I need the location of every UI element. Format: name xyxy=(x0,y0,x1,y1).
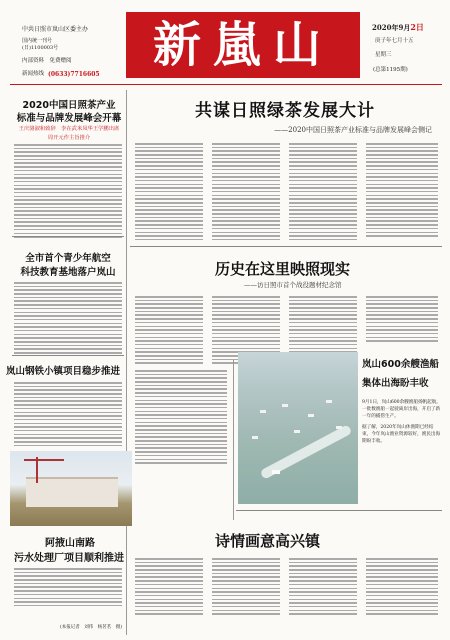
tea-forum-body xyxy=(14,144,122,240)
aviation-title-1: 全市首个青少年航空 xyxy=(25,253,111,264)
poetry-body-col3 xyxy=(289,558,357,617)
free-distribution-text: 内部资料 免费赠阅 xyxy=(22,58,72,64)
fishing-caption-text: 9月1日，岚山600余艘渔船扬帆起航，一批数渔船一起驶离岸出海，开启了新一年的捕捞生产。 xyxy=(362,400,441,419)
history-subheadline: ——访日照市首个战役题材纪念馆 xyxy=(244,281,342,289)
building-shape xyxy=(26,477,118,507)
history-headline: 历史在这里映照现实 xyxy=(215,260,351,278)
tea-forum-title-2: 标准与品牌发展峰会开幕 xyxy=(16,113,122,124)
lunar-date: 庚子年七月十五 xyxy=(375,38,414,44)
history-body-col1 xyxy=(135,296,203,366)
issue-number: (总第1195期) xyxy=(373,67,408,73)
aviation-title-2: 科技教育基地落户岚山 xyxy=(20,267,116,278)
issue-date: 2020年9月 xyxy=(372,23,411,32)
sewage-plant-photo xyxy=(10,451,132,526)
hotline-number: (0633)7716605 xyxy=(48,71,100,78)
sewage-title-1: 阿掖山南路 xyxy=(45,538,95,549)
boat-shape xyxy=(308,414,314,417)
main-body-col1 xyxy=(135,143,203,243)
aviation-body xyxy=(14,282,122,356)
hotline-label: 新闻热线 xyxy=(22,71,45,77)
steel-town-body-left xyxy=(14,382,122,448)
cn-number-value: (日)1100003号 xyxy=(22,45,59,51)
main-article-divider xyxy=(130,246,442,247)
boat-shape xyxy=(282,404,288,407)
tea-forum-title-1: 2020中国日照茶产业 xyxy=(22,100,116,111)
tea-forum-subtitle-2: 周开元作主旨推介 xyxy=(47,135,91,141)
fishing-boats-photo xyxy=(238,352,358,504)
masthead-divider xyxy=(10,84,442,85)
history-body-col4 xyxy=(366,296,438,344)
steel-town-title: 岚山钢铁小镇项目稳步推进 xyxy=(6,366,121,377)
boat-shape xyxy=(272,470,280,474)
cn-number-label: 国内统一刊号 xyxy=(22,38,53,44)
fishing-caption-box xyxy=(362,354,442,494)
main-body-col4 xyxy=(366,143,438,239)
masthead-title xyxy=(126,12,360,78)
aviation-divider xyxy=(12,355,124,356)
poetry-body-col4 xyxy=(366,558,438,617)
boat-shape xyxy=(336,426,342,429)
poetry-body-col1 xyxy=(135,558,203,617)
boat-shape xyxy=(326,400,332,403)
fishing-title-2: 集体出海盼丰收 xyxy=(362,378,429,389)
main-body-col3 xyxy=(289,143,357,243)
tea-forum-subtitle-1: 王庆骆淑和致辞 李在武米凤华王学鹏出席 xyxy=(18,126,120,132)
issue-date-block xyxy=(372,24,442,33)
sewage-title-2: 污水处理厂项目顺利推进 xyxy=(14,553,124,564)
main-body-col2 xyxy=(212,143,280,243)
sewage-photo-credit: (本报记者 刘伟 杨茗茗 摄) xyxy=(60,625,123,630)
tea-forum-divider xyxy=(12,236,124,237)
main-subheadline: ——2020中国日照茶产业标准与品牌发展峰会侧记 xyxy=(274,126,432,134)
steel-town-divider xyxy=(233,360,234,520)
boat-shape xyxy=(260,410,266,413)
issue-day: 2日 xyxy=(410,22,424,32)
steel-town-body-right xyxy=(135,370,227,466)
publisher-text: 中共日照市岚山区委主办 xyxy=(22,26,89,33)
fishing-title-1: 岚山600余艘渔船 xyxy=(362,359,439,370)
crane-arm-shape xyxy=(24,459,64,461)
main-headline: 共谋日照绿茶发展大计 xyxy=(195,101,375,121)
sewage-body xyxy=(14,568,122,609)
boat-shape xyxy=(252,436,258,439)
newspaper-name: 新嵐山 xyxy=(152,17,333,73)
poetry-headline: 诗情画意高兴镇 xyxy=(215,532,321,550)
boat-shape xyxy=(294,430,300,433)
fishing-divider xyxy=(236,510,442,511)
masthead xyxy=(0,0,450,82)
fishing-caption-text-2: 据了解，2020年岚山休渔期已经结束，今年岚山渔业资源较好，渔民出海期盼丰收。 xyxy=(362,425,441,444)
weekday: 星期三 xyxy=(375,52,392,58)
poetry-body-col2 xyxy=(212,558,280,617)
